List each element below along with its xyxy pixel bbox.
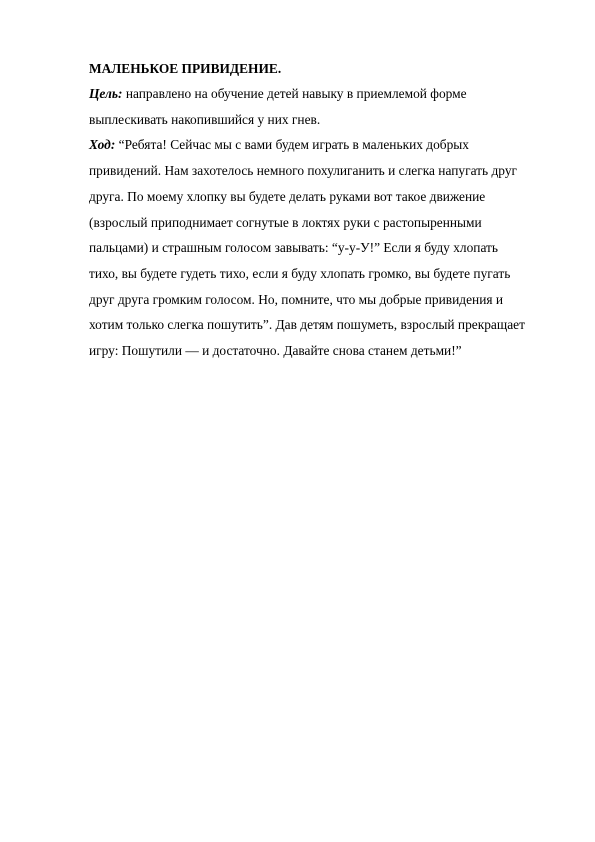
document-content [89,57,529,364]
course-paragraph [89,132,529,363]
course-text: “Ребята! Сейчас мы с вами будем играть в маленьких добрых привидений. Нам захотелось немного похулиганить и слегка напугать друг друга. По моему хлопку вы будете делать руками вот такое движение (взрослый приподнимает согнутые в локтях руки с растопыренными пальцами) и страшным голосом завывать: “у-у-У!” Если я буду хлопать тихо, вы будете гудеть тихо, если я буду хлопать громко, вы будете пугать друг друга громким голосом. Но, помните, что мы добрые привидения и хотим только слегка пошутить”. Дав детям пошуметь, взрослый прекращает игру: Пошутили — и достаточно. Давайте снова станем детьми!” [89,137,525,359]
goal-paragraph [89,81,529,132]
goal-label: Цель: [89,86,123,101]
document-title: МАЛЕНЬКОЕ ПРИВИДЕНИЕ. [89,61,282,76]
course-label: Ход: [89,137,116,153]
goal-text: направлено на обучение детей навыку в приемлемой форме выплескивать накопившийся у них гнев. [89,86,467,127]
